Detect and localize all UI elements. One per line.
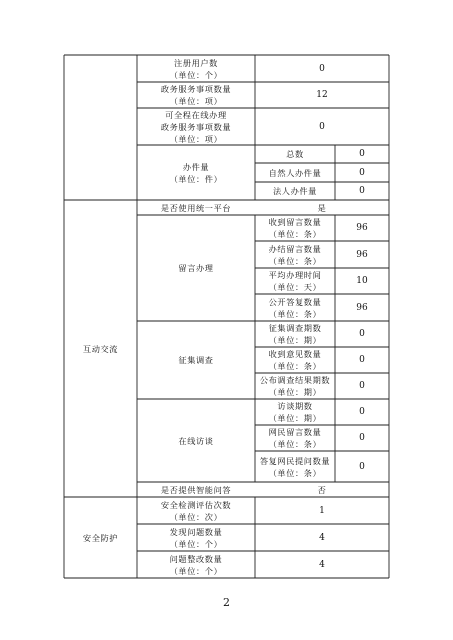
interview-group-label: 在线访谈 (178, 435, 214, 446)
messages-received-value: 96 (356, 223, 368, 233)
messages-handled-label: 办结留言数量 （单位：条） (268, 243, 322, 266)
case-total-label: 总数 (286, 149, 304, 159)
case-natural-value: 0 (359, 167, 365, 178)
online-items-label: 可全程在线办理 政务服务事项数量 （单位：项） (160, 109, 232, 144)
interview-answers-value: 0 (359, 461, 365, 472)
interview-messages-label: 网民留言数量 （单位：条） (268, 427, 322, 449)
interview-answers-label: 答复网民提问数量 （单位：条） (259, 455, 331, 478)
survey-periods-label: 征集调查期数 （单位：期） (268, 323, 322, 345)
security-evaluations-label: 安全检测评估次数 （单位：次） (160, 499, 232, 522)
interview-periods-value: 0 (359, 407, 365, 417)
unified-platform-label: 是否使用统一平台 (160, 202, 232, 213)
case-legal-value: 0 (359, 186, 365, 196)
messages-avg-time-label: 平均办理时间 （单位：天） (268, 270, 322, 292)
interview-messages-value: 0 (359, 433, 365, 443)
case-natural-label: 自然人办件量 (268, 167, 322, 178)
gov-service-items-value: 12 (316, 90, 328, 100)
case-legal-label: 法人办件量 (273, 186, 317, 196)
survey-opinions-label: 收到意见数量 （单位：条） (268, 349, 322, 371)
survey-group-label: 征集调查 (178, 355, 214, 365)
security-issues-found-value: 4 (319, 532, 325, 543)
survey-periods-value: 0 (359, 329, 365, 339)
security-issues-fixed-label: 问题整改数量 （单位：个） (169, 553, 223, 576)
case-total-value: 0 (359, 149, 365, 159)
survey-results-value: 0 (359, 381, 365, 391)
interview-periods-label: 访谈期数 （单位：期） (268, 401, 322, 423)
messages-group-label: 留言办理 (178, 263, 214, 273)
online-items-value: 0 (319, 121, 325, 132)
messages-received-label: 收到留言数量 （单位：条） (268, 217, 322, 239)
security-issues-fixed-value: 4 (319, 559, 325, 570)
security-issues-found-label: 发现问题数量 （单位：个） (169, 526, 223, 549)
survey-results-label: 公布调查结果期数 （单位：期） (259, 375, 331, 397)
registered-users-value: 0 (319, 63, 325, 74)
messages-handled-value: 96 (356, 249, 368, 260)
case-volume-label: 办件量 （单位：件） (169, 161, 223, 184)
gov-service-items-label: 政务服务事项数量 （单位：项） (160, 84, 232, 106)
unified-platform-value: 是 (317, 202, 327, 213)
registered-users-label: 注册用户数 （单位：个） (169, 57, 223, 80)
smart-qa-value: 否 (317, 484, 327, 495)
smart-qa-label: 是否提供智能问答 (160, 484, 232, 495)
survey-opinions-value: 0 (359, 355, 365, 365)
security-section-title: 安全防护 (82, 532, 119, 543)
page-number: 2 (223, 596, 230, 609)
interaction-section-title: 互动交流 (82, 343, 119, 354)
messages-public-replies-value: 96 (356, 302, 368, 313)
messages-avg-time-value: 10 (356, 276, 368, 286)
security-evaluations-value: 1 (319, 505, 325, 516)
messages-public-replies-label: 公开答复数量 （单位：条） (268, 296, 322, 319)
